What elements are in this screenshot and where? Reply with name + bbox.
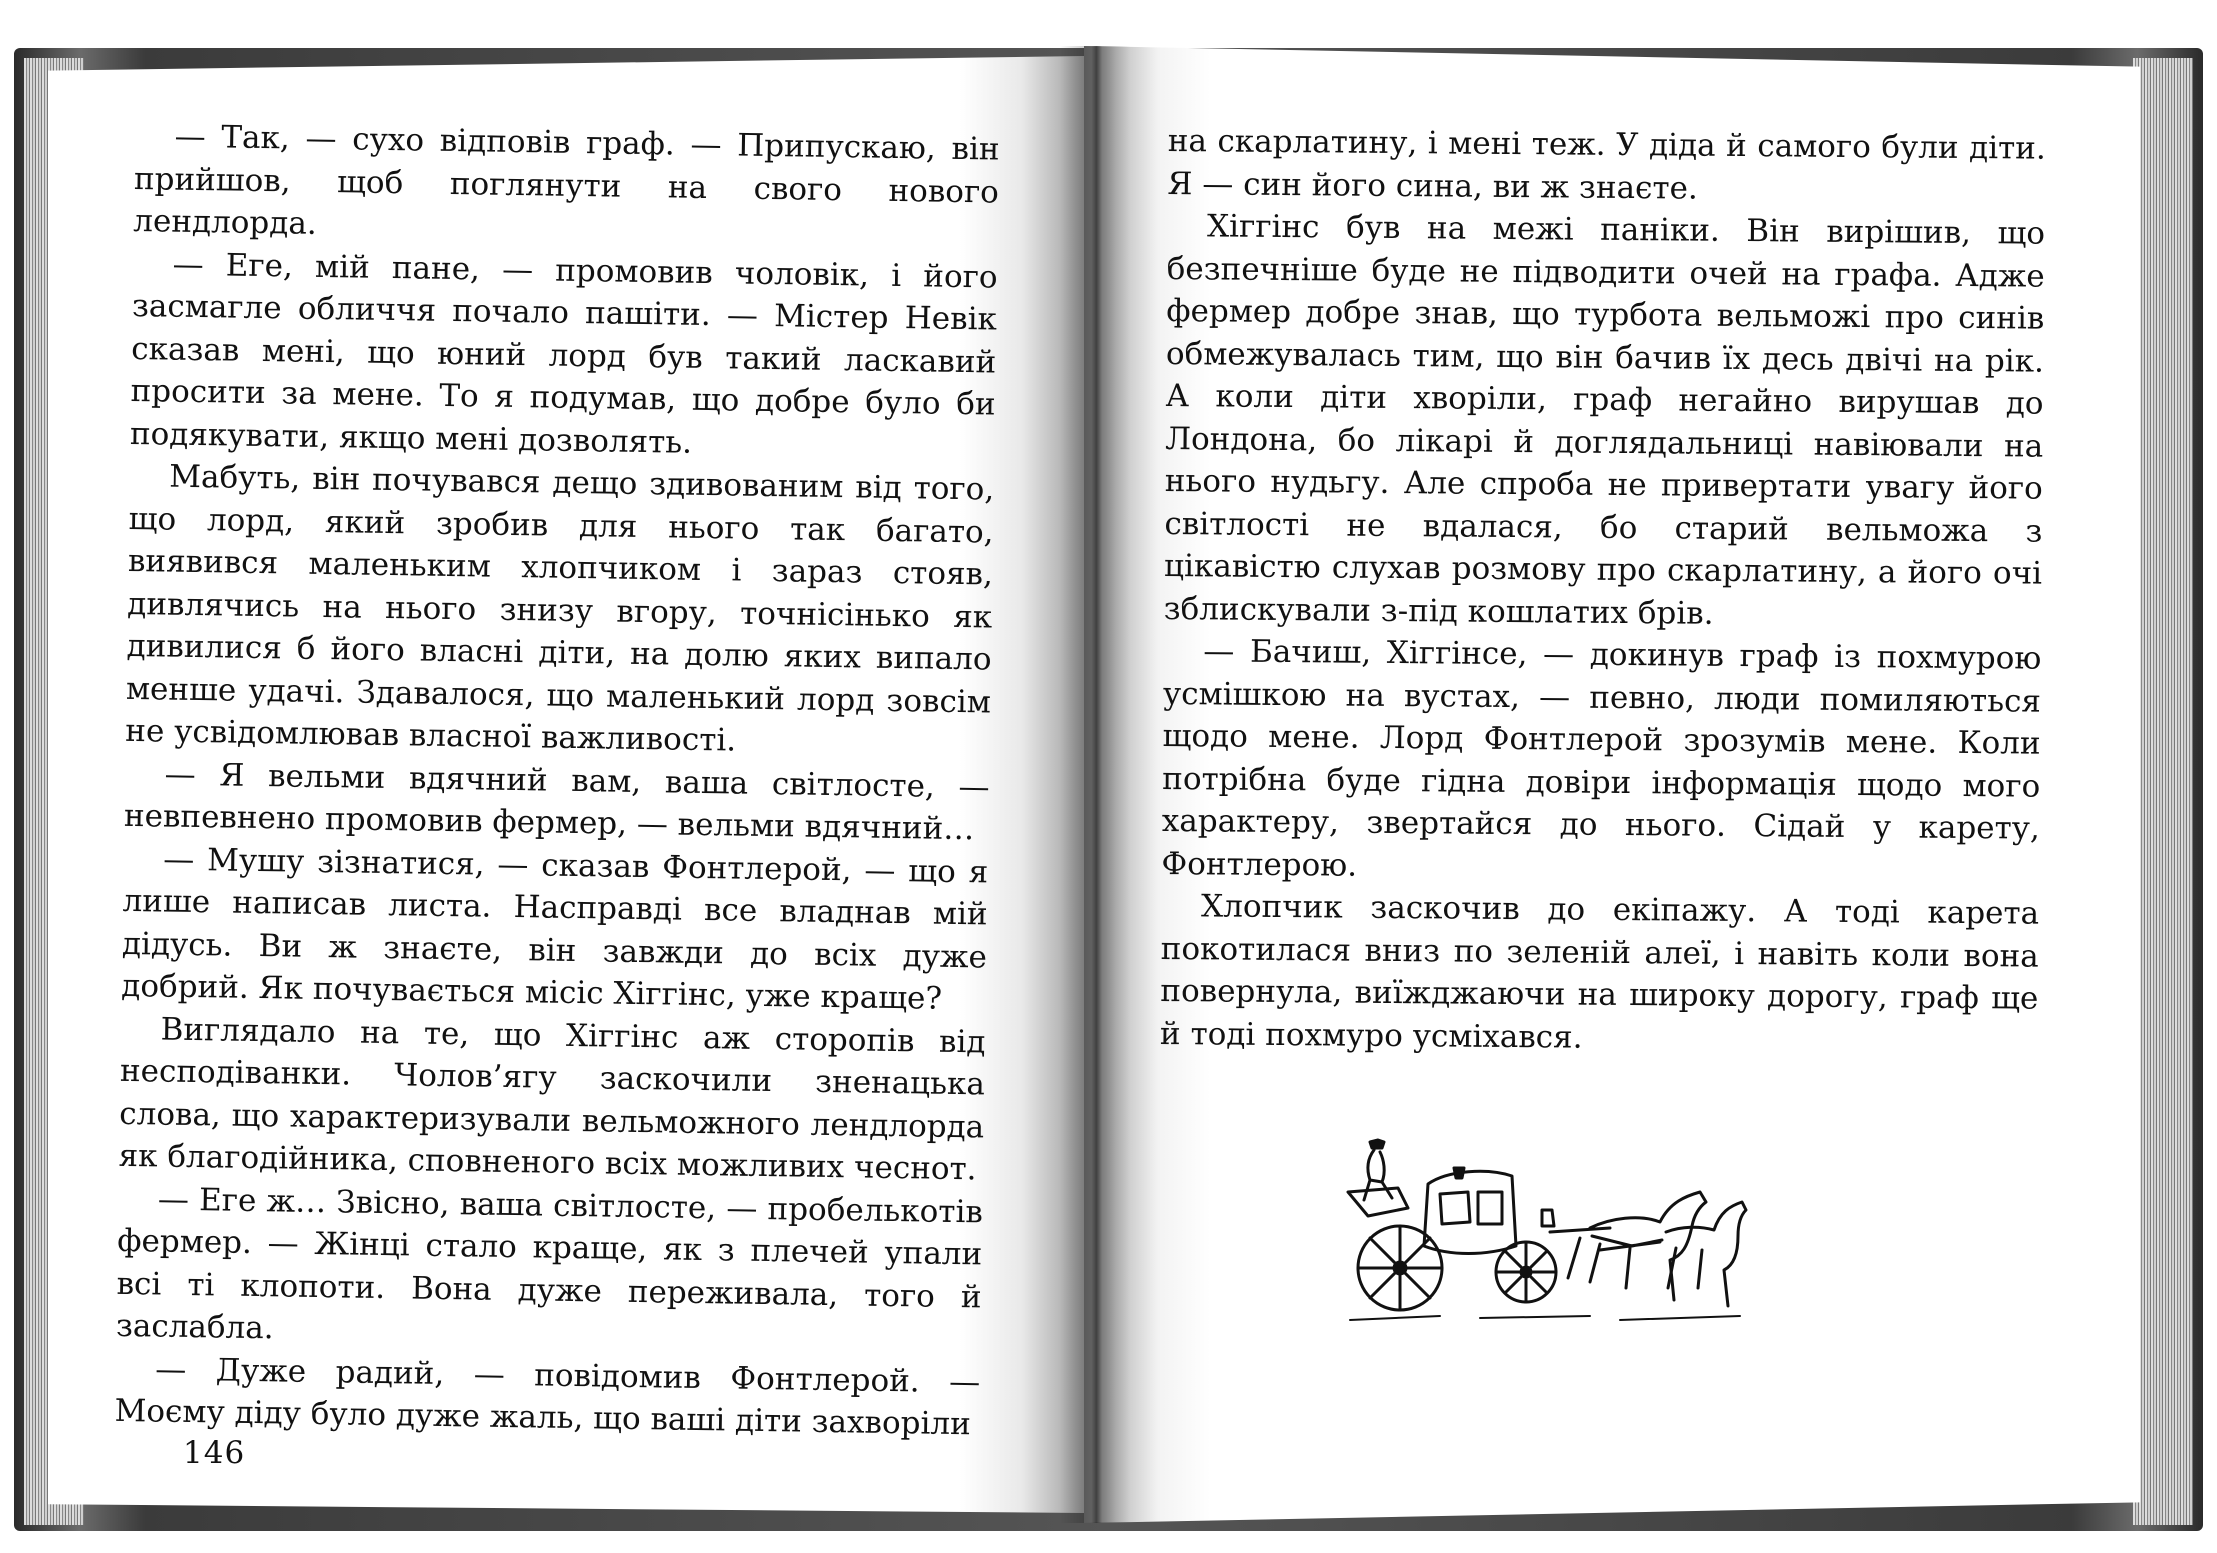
right-page-text <box>1160 120 2046 1063</box>
paragraph: Виглядало на те, що Хіггінс аж сторопів від несподіванки. Чолов’ягу заскочили зненацька слова, що характеризували вельможного лендлорда як благодійника, сповненого всіх можливих чеснот. <box>118 1011 986 1188</box>
paragraph: Мабуть, він почувався дещо здивованим від того, що лорд, який зробив для нього так багато, виявився маленьким хлопчиком і зараз стояв, дивлячись на нього знизу вгору, точнісінько як дивилися б його власні діти, на долю яких випало менше удачі. Здавалося, що маленький лорд зовсім не усвідомлював власної важливості. <box>125 458 995 759</box>
page-number: 146 <box>183 1435 246 1471</box>
page-edges-right <box>2133 58 2193 1525</box>
paragraph: — Еге ж… Звісно, ваша світлосте, — пробелькотів фермер. — Жінці стало краще, як з плечей упали всі ті клопоти. Вона дуже переживала, того й заслабла. <box>115 1180 984 1347</box>
paragraph: — Бачиш, Хіггінсе, — докинув граф із похмурою усмішкою на вустах, — певно, люди помиляються щодо мене. Лорд Фонтлерой зрозумів мене. Коли потрібна буде гідна довіри інформація щодо мого характеру, звертайся до нього. Сідай у карету, Фонтлерою. <box>1161 633 2042 884</box>
left-page-text <box>114 115 1000 1446</box>
paragraph: на скарлатину, і мені теж. У діда й самого були діти. Я — син його сина, ви ж знаєте. <box>1167 122 2046 207</box>
paragraph: — Так, — сухо відповів граф. — Припускаю, він прийшов, щоб поглянути на свого нового лендлорда. <box>133 118 1000 242</box>
paragraph: — Я вельми вдячний вам, ваша світлосте, — невпевнено промовив фермер, — вельми вдячний… <box>123 756 990 848</box>
paragraph: — Мушу зізнатися, — сказав Фонтлерой, — що я лише написав листа. Насправді все владнав мій дідусь. Ви ж знаєте, він завжди до всіх дуже добрий. Як почувається місіс Хіггінс, уже краще? <box>121 841 989 1017</box>
paragraph: — Дуже радий, — повідомив Фонтлерой. — Моєму діду було дуже жаль, що ваші діти захворіли <box>114 1350 981 1443</box>
carriage-illustration <box>1330 1120 1770 1350</box>
paragraph: Хлопчик заскочив до екіпажу. А тоді карета покотилася вниз по зеленій алеї, і навіть коли вона повернула, виїжджаючи на широку дорогу, граф ще й тоді похмуро усміхався. <box>1159 888 2040 1056</box>
paragraph: — Еге, мій пане, — промовив чоловік, і його засмагле обличчя почало пашіти. — Містер Невік сказав мені, що юний лорд був такий ласкавий просити за мене. То я подумав, що добре було би подякувати, якщо мені дозволять. <box>129 246 998 461</box>
paragraph: Хіггінс був на межі паніки. Він вирішив, що безпечніше буде не підводити очей на графа. Адже фермер добре знав, що турбота вельможі про синів обмежувалась тим, що він бачив їх десь двічі на рік. А коли діти хворіли, граф негайно вирушав до Лондона, бо лікарі й доглядальниці навіювали на нього нудьгу. Але спроба не привертати увагу його світлості не вдалася, бо старий вельможа з цікавістю слухав розмову про скарлатину, а його очі зблискували з-під кошлатих брів. <box>1163 208 2046 632</box>
book-gutter <box>1060 46 1130 1523</box>
